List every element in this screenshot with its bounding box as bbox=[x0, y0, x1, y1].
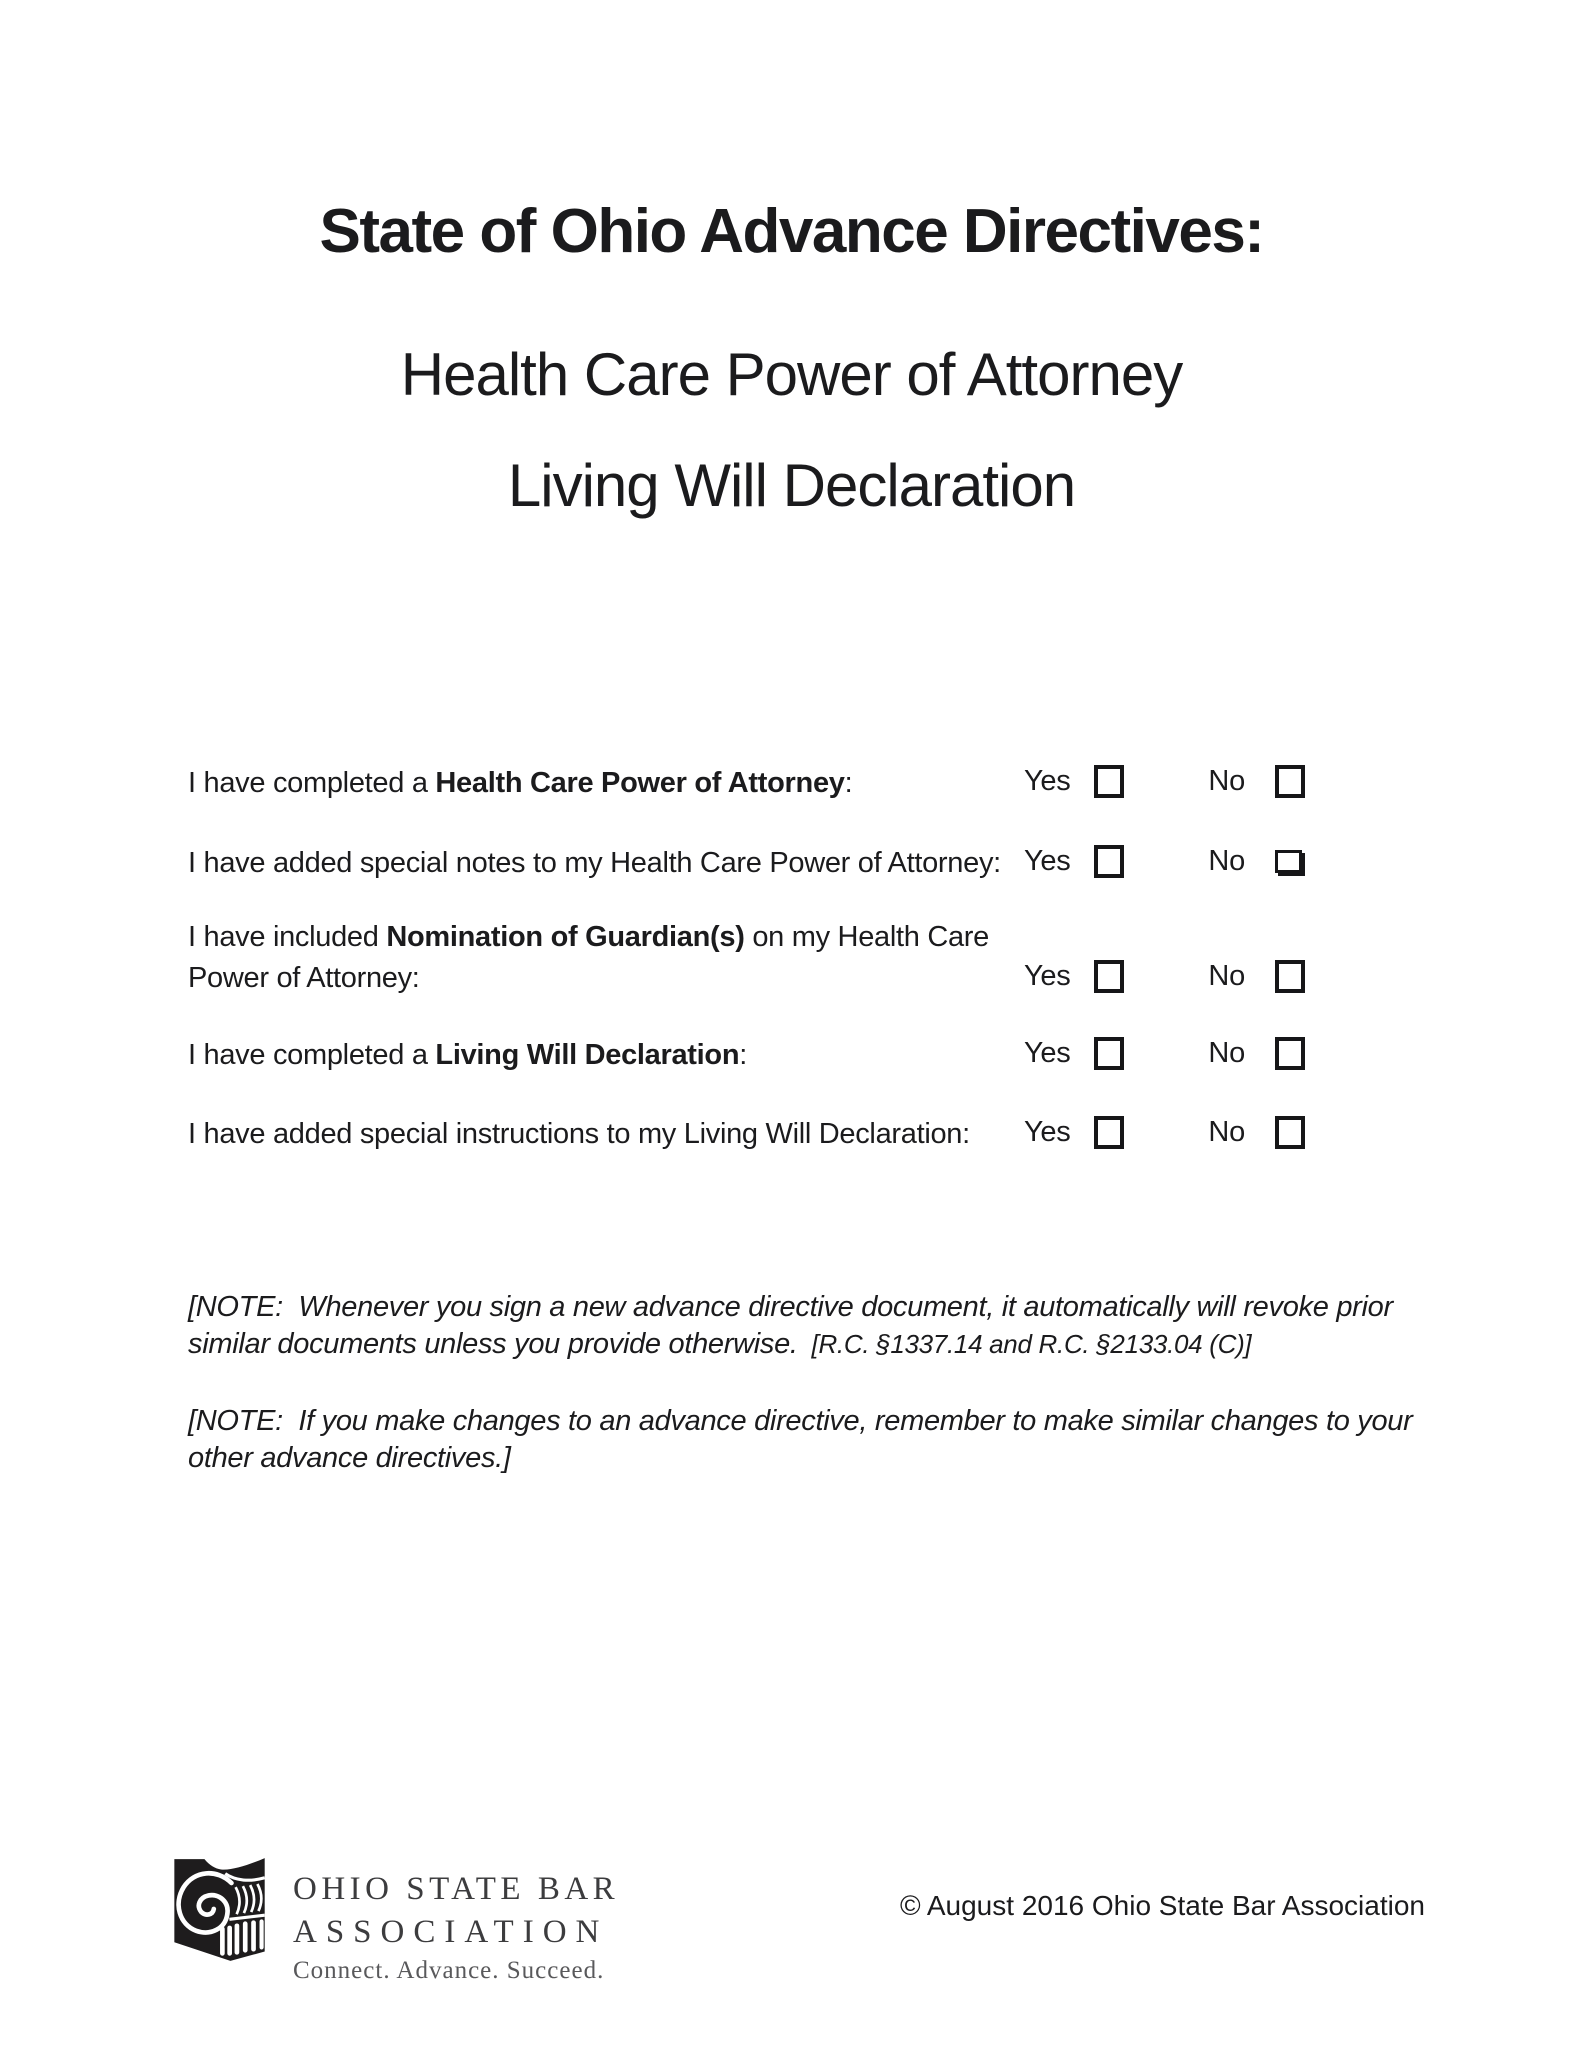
note-changes: [NOTE: If you make changes to an advance directive, remember to make similar changes to your other advance directives.] bbox=[188, 1405, 1421, 1474]
ohio-state-bar-logo-text bbox=[293, 1868, 619, 1987]
copyright-notice: © August 2016 Ohio State Bar Association bbox=[900, 1890, 1425, 1921]
subtitle-health-care-power-of-attorney: Health Care Power of Attorney bbox=[400, 341, 1183, 408]
yes-label: Yes bbox=[1024, 1037, 1071, 1069]
checklist-row bbox=[188, 843, 1468, 884]
yes-checkbox[interactable] bbox=[1094, 765, 1124, 798]
checklist-row bbox=[188, 1035, 1468, 1076]
yes-label: Yes bbox=[1024, 845, 1071, 877]
yes-label: Yes bbox=[1024, 960, 1071, 992]
checklist-item-label: I have included Nomination of Guardian(s) on my Health Care Power of Attorney: bbox=[188, 921, 989, 994]
yes-checkbox[interactable] bbox=[1094, 845, 1124, 878]
logo-tagline: Connect. Advance. Succeed. bbox=[293, 1957, 605, 1984]
no-label: No bbox=[1208, 1116, 1245, 1148]
yes-checkbox[interactable] bbox=[1094, 1037, 1124, 1070]
yes-no-group bbox=[1024, 761, 1305, 802]
yes-label: Yes bbox=[1024, 765, 1071, 797]
logo-line-association: ASSOCIATION bbox=[293, 1914, 609, 1950]
yes-checkbox[interactable] bbox=[1094, 1116, 1124, 1149]
yes-no-group bbox=[1024, 1033, 1305, 1074]
page-title: State of Ohio Advance Directives: bbox=[319, 197, 1264, 266]
checklist-item-label: I have completed a Living Will Declaration: bbox=[188, 1039, 748, 1071]
notes-section bbox=[188, 1289, 1466, 1477]
checklist bbox=[188, 763, 1468, 1155]
checklist-row bbox=[188, 763, 1468, 804]
checklist-item-label: I have added special notes to my Health Care Power of Attorney: bbox=[188, 847, 1001, 879]
note-revocation: [NOTE: Whenever you sign a new advance directive document, it automatically will revoke prior similar documents unless you provide otherwise. [R.C. §1337.14 and R.C. §2133.04 (C)] bbox=[188, 1291, 1401, 1360]
no-checkbox[interactable] bbox=[1275, 765, 1305, 798]
checklist-item-label: I have completed a Health Care Power of Attorney: bbox=[188, 767, 853, 799]
no-checkbox[interactable] bbox=[1275, 960, 1305, 993]
no-label: No bbox=[1208, 765, 1245, 797]
yes-checkbox[interactable] bbox=[1094, 960, 1124, 993]
checklist-row bbox=[188, 1114, 1468, 1155]
yes-no-group bbox=[1024, 1112, 1305, 1153]
yes-no-group bbox=[1024, 956, 1305, 997]
subtitle-living-will-declaration: Living Will Declaration bbox=[507, 452, 1076, 519]
yes-label: Yes bbox=[1024, 1116, 1071, 1148]
checklist-item-label: I have added special instructions to my Living Will Declaration: bbox=[188, 1118, 970, 1150]
checklist-row bbox=[188, 917, 1468, 999]
logo-line-ohio-state-bar: OHIO STATE BAR bbox=[293, 1871, 620, 1907]
ohio-state-bar-logo-icon bbox=[167, 1856, 271, 1964]
statute-reference: [R.C. §1337.14 and R.C. §2133.04 (C)] bbox=[797, 1329, 1252, 1359]
no-checkbox[interactable] bbox=[1275, 1037, 1305, 1070]
no-checkbox[interactable] bbox=[1275, 850, 1302, 873]
no-label: No bbox=[1208, 845, 1245, 877]
no-checkbox[interactable] bbox=[1275, 1116, 1305, 1149]
no-label: No bbox=[1208, 1037, 1245, 1069]
yes-no-group bbox=[1024, 841, 1305, 882]
no-label: No bbox=[1208, 960, 1245, 992]
